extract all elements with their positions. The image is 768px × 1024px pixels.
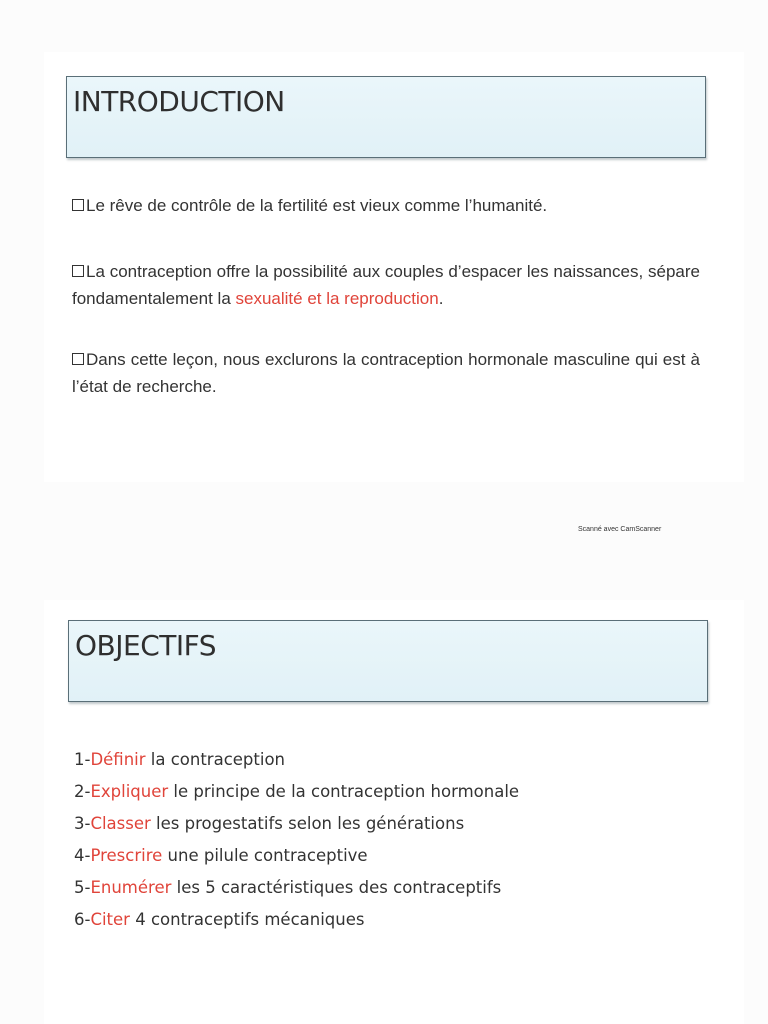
objective-text: la contraception <box>145 750 286 769</box>
intro-bullet-2-text: La contraception offre la possibilité aux couples d’espacer les naissances, sépare fondamentalement la <box>72 262 700 308</box>
objective-item <box>74 840 694 872</box>
introduction-title-box <box>66 76 706 158</box>
intro-bullet-2-end: . <box>438 289 444 308</box>
objective-number: 6- <box>74 910 91 929</box>
objective-number: 3- <box>74 814 91 833</box>
objective-verb: Définir <box>90 750 146 769</box>
objective-verb: Citer <box>90 910 130 929</box>
checkbox-bullet-icon <box>72 199 84 211</box>
objective-text: les progestatifs selon les générations <box>150 814 465 833</box>
objective-item <box>74 776 694 808</box>
objective-item <box>74 744 694 776</box>
objective-item <box>74 808 694 840</box>
camscanner-watermark: Scanné avec CamScanner <box>578 526 662 533</box>
intro-bullet-3 <box>72 346 700 400</box>
intro-bullet-3-text: Dans cette leçon, nous exclurons la contraception hormonale masculine qui est à l’état de recherche. <box>72 350 700 396</box>
objective-number: 4- <box>74 846 91 865</box>
objectives-title: OBJECTIFS <box>75 629 216 662</box>
objective-text: les 5 caractéristiques des contraceptifs <box>171 878 502 897</box>
intro-bullet-2-highlight: sexualité et la reproduction <box>235 289 439 308</box>
intro-bullet-2 <box>72 258 700 312</box>
objective-number: 1- <box>74 750 91 769</box>
objectives-list <box>74 744 694 936</box>
objective-verb: Prescrire <box>90 846 163 865</box>
intro-bullet-1-text: Le rêve de contrôle de la fertilité est vieux comme l’humanité. <box>86 196 548 215</box>
objective-verb: Classer <box>90 814 151 833</box>
introduction-title: INTRODUCTION <box>73 85 285 118</box>
objective-text: une pilule contraceptive <box>162 846 368 865</box>
intro-bullet-1 <box>72 192 700 219</box>
objective-number: 5- <box>74 878 91 897</box>
objective-item <box>74 872 694 904</box>
checkbox-bullet-icon <box>72 265 84 277</box>
objective-text: le principe de la contraception hormonale <box>168 782 520 801</box>
introduction-slide <box>44 52 744 482</box>
objectives-slide <box>44 600 744 1024</box>
objective-number: 2- <box>74 782 91 801</box>
objective-verb: Enumérer <box>90 878 172 897</box>
objective-item <box>74 904 694 936</box>
checkbox-bullet-icon <box>72 353 84 365</box>
objective-text: 4 contraceptifs mécaniques <box>129 910 365 929</box>
objectives-title-box <box>68 620 708 702</box>
objective-verb: Expliquer <box>90 782 169 801</box>
